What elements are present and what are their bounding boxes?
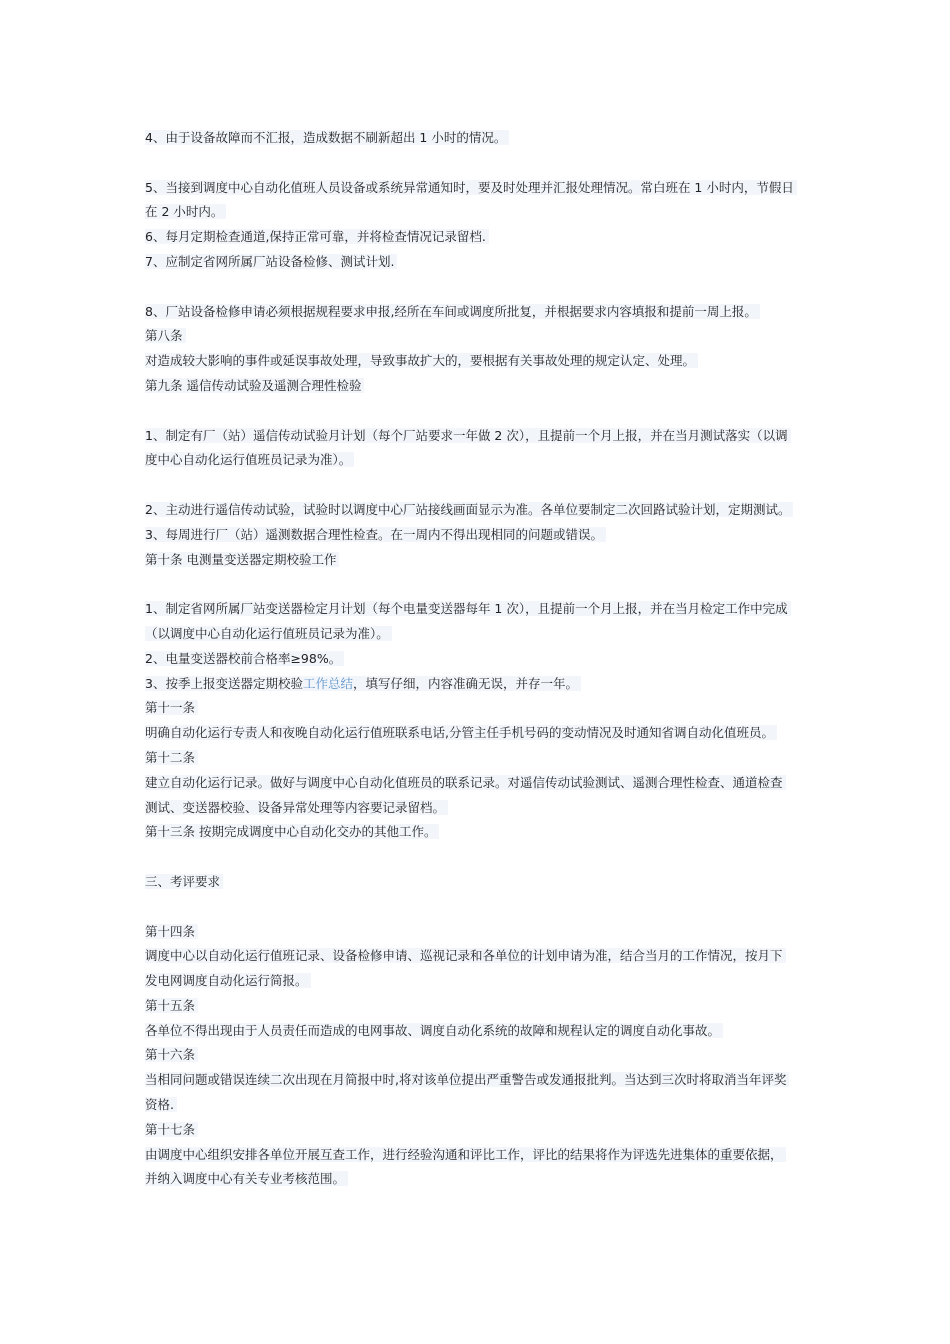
article-heading: 第九条 遥信传动试验及遥测合理性检验 bbox=[145, 374, 810, 399]
work-summary-link[interactable]: 工作总结 bbox=[302, 675, 353, 691]
text-line: 测试、变送器校验、设备异常处理等内容要记录留档。 bbox=[145, 796, 810, 821]
text-line: 当相同问题或错误连续二次出现在月简报中时,将对该单位提出严重警告或发通报批判。当达到三次时将取消当年评奖 bbox=[145, 1068, 810, 1093]
article-heading: 第十三条 按期完成调度中心自动化交办的其他工作。 bbox=[145, 820, 810, 845]
text-line: 2、主动进行遥信传动试验，试验时以调度中心厂站接线画面显示为准。各单位要制定二次回路试验计划，定期测试。 bbox=[145, 498, 810, 523]
text-line: 建立自动化运行记录。做好与调度中心自动化值班员的联系记录。对遥信传动试验测试、遥测合理性检查、通道检查 bbox=[145, 771, 810, 796]
article-heading: 第十七条 bbox=[145, 1118, 810, 1143]
article-heading: 第十一条 bbox=[145, 696, 810, 721]
document-body bbox=[145, 126, 810, 1192]
text-line: 由调度中心组织安排各单位开展互查工作，进行经验沟通和评比工作，评比的结果将作为评选先进集体的重要依据， bbox=[145, 1143, 810, 1168]
text-line: 并纳入调度中心有关专业考核范围。 bbox=[145, 1167, 810, 1192]
text-line: 1、制定有厂（站）遥信传动试验月计划（每个厂站要求一年做 2 次），且提前一个月上报，并在当月测试落实（以调 bbox=[145, 424, 810, 449]
text-line: 调度中心以自动化运行值班记录、设备检修申请、巡视记录和各单位的计划申请为准，结合当月的工作情况，按月下 bbox=[145, 944, 810, 969]
text-line: 度中心自动化运行值班员记录为准）。 bbox=[145, 448, 810, 473]
article-heading: 第十六条 bbox=[145, 1043, 810, 1068]
text-line: 3、每周进行厂（站）遥测数据合理性检查。在一周内不得出现相同的问题或错误。 bbox=[145, 523, 810, 548]
text-line: 4、由于设备故障而不汇报，造成数据不刷新超出 1 小时的情况。 bbox=[145, 126, 810, 151]
text-line: 6、每月定期检查通道,保持正常可靠，并将检查情况记录留档. bbox=[145, 225, 810, 250]
article-heading: 第十二条 bbox=[145, 746, 810, 771]
text-fragment: ，填写仔细，内容准确无误，并存一年。 bbox=[352, 675, 578, 691]
text-line: （以调度中心自动化运行值班员记录为准）。 bbox=[145, 622, 810, 647]
article-heading: 第十条 电测量变送器定期校验工作 bbox=[145, 548, 810, 573]
text-line: 5、当接到调度中心自动化值班人员设备或系统异常通知时，要及时处理并汇报处理情况。常白班在 1 小时内，节假日 bbox=[145, 176, 810, 201]
text-line: 1、制定省网所属厂站变送器检定月计划（每个电量变送器每年 1 次），且提前一个月上报，并在当月检定工作中完成 bbox=[145, 597, 810, 622]
article-heading: 第十四条 bbox=[145, 920, 810, 945]
section-heading: 三、考评要求 bbox=[145, 870, 810, 895]
text-line: 明确自动化运行专责人和夜晚自动化运行值班联系电话,分管主任手机号码的变动情况及时通知省调自动化值班员。 bbox=[145, 721, 810, 746]
text-line bbox=[145, 672, 810, 697]
article-heading: 第八条 bbox=[145, 324, 810, 349]
text-line: 发电网调度自动化运行简报。 bbox=[145, 969, 810, 994]
text-fragment: 3、按季上报变送器定期校验 bbox=[145, 675, 303, 691]
text-line: 对造成较大影响的事件或延误事故处理，导致事故扩大的，要根据有关事故处理的规定认定、处理。 bbox=[145, 349, 810, 374]
text-line: 7、应制定省网所属厂站设备检修、测试计划. bbox=[145, 250, 810, 275]
text-line: 在 2 小时内。 bbox=[145, 200, 810, 225]
text-line: 资格. bbox=[145, 1093, 810, 1118]
article-heading: 第十五条 bbox=[145, 994, 810, 1019]
text-line: 8、厂站设备检修申请必须根据规程要求申报,经所在车间或调度所批复，并根据要求内容填报和提前一周上报。 bbox=[145, 300, 810, 325]
text-line: 各单位不得出现由于人员责任而造成的电网事故、调度自动化系统的故障和规程认定的调度自动化事故。 bbox=[145, 1019, 810, 1044]
text-line: 2、电量变送器校前合格率≥98%。 bbox=[145, 647, 810, 672]
